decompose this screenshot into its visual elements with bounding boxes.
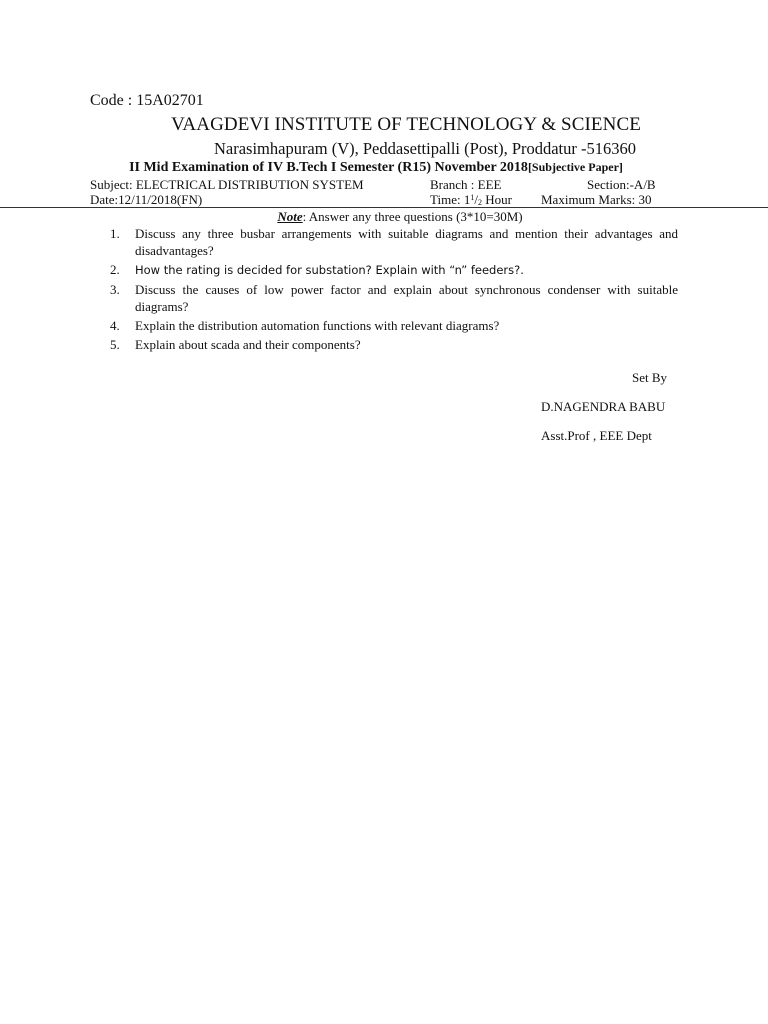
question-text: Explain about scada and their components? [135, 337, 361, 352]
time-suffix: Hour [481, 192, 512, 207]
institute-name: VAAGDEVI INSTITUTE OF TECHNOLOGY & SCIENCE [171, 114, 641, 135]
max-marks-field: Maximum Marks: 30 [541, 192, 652, 207]
institute-address: Narasimhapuram (V), Peddasettipalli (Post), Proddatur -516360 [213, 139, 637, 158]
author-name: D.NAGENDRA BABU [541, 399, 666, 414]
question-item [110, 281, 678, 315]
question-text: Explain the distribution automation functions with relevant diagrams? [135, 318, 500, 333]
question-text: Discuss any three busbar arrangements with suitable diagrams and mention their advantages and disadvantages? [135, 226, 678, 258]
question-number: 1. [110, 226, 120, 241]
question-number: 5. [110, 337, 120, 352]
question-number: 2. [110, 262, 120, 277]
section-field: Section:-A/B [587, 177, 656, 192]
exam-title [0, 160, 752, 176]
question-number: 4. [110, 318, 120, 333]
question-item [110, 336, 678, 353]
paper-code: Code : 15A02701 [90, 92, 204, 109]
question-item [110, 225, 678, 259]
date-field: Date:12/11/2018(FN) [90, 192, 203, 207]
question-text: How the rating is decided for substation? Explain with “n” feeders?. [135, 263, 524, 277]
instruction-note [0, 209, 768, 225]
note-label: Note [277, 209, 303, 224]
time-denominator: 2 [477, 198, 482, 207]
time-numerator: 1 [470, 193, 475, 202]
time-slash: / [474, 192, 478, 207]
exam-paper-type: [Subjective Paper] [527, 160, 623, 174]
author-designation: Asst.Prof , EEE Dept [541, 428, 652, 443]
set-by-label: Set By [632, 370, 668, 385]
note-text: : Answer any three questions (3*10=30M) [302, 209, 523, 224]
header-divider [0, 207, 768, 208]
branch-field: Branch : EEE [430, 177, 502, 192]
exam-title-text: II Mid Examination of IV B.Tech I Semester (R15) November 2018 [129, 160, 528, 175]
time-prefix: Time: 1 [430, 192, 471, 207]
question-number: 3. [110, 282, 120, 297]
time-field [430, 192, 512, 208]
question-item [110, 317, 678, 334]
subject-field: Subject: ELECTRICAL DISTRIBUTION SYSTEM [90, 177, 364, 192]
question-list [110, 225, 678, 355]
question-item [110, 261, 678, 279]
question-text: Discuss the causes of low power factor and explain about synchronous condenser with suitable diagrams? [135, 282, 678, 314]
